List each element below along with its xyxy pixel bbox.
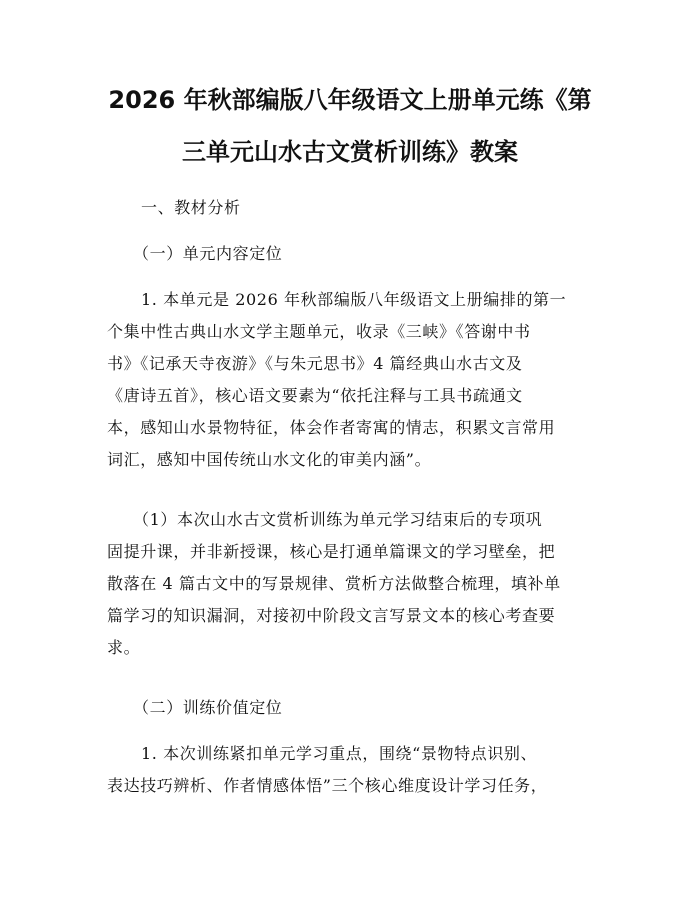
paragraph-1-line-6: 词汇，感知中国传统山水文化的审美内涵”。 — [107, 450, 432, 469]
document-title-line-2: 三单元山水古文赏析训练》教案 — [182, 138, 518, 166]
paragraph-2-line-4: 篇学习的知识漏洞，对接初中阶段文言写景文本的核心考查要 — [107, 606, 556, 625]
paragraph-2-line-2: 固提升课，并非新授课，核心是打通单篇课文的学习壁垒，把 — [107, 542, 556, 561]
section-heading-teaching-material-analysis: 一、教材分析 — [141, 198, 241, 217]
paragraph-2-line-5: 求。 — [107, 638, 141, 657]
paragraph-3-line-1: 1. 本次训练紧扣单元学习重点，围绕“景物特点识别、 — [141, 744, 538, 763]
paragraph-3-line-2: 表达技巧辨析、作者情感体悟”三个核心维度设计学习任务， — [107, 776, 548, 795]
document-title-line-1: 2026 年秋部编版八年级语文上册单元练《第 — [108, 86, 592, 114]
paragraph-2-line-1: （1）本次山水古文赏析训练为单元学习结束后的专项巩 — [133, 510, 543, 529]
paragraph-1-line-2: 个集中性古典山水文学主题单元，收录《三峡》《答谢中书 — [107, 322, 531, 341]
subsection-heading-unit-content: （一）单元内容定位 — [133, 244, 283, 263]
subsection-heading-training-value: （二）训练价值定位 — [133, 698, 283, 717]
paragraph-1-line-4: 《唐诗五首》，核心语文要素为“依托注释与工具书疏通文 — [107, 386, 523, 405]
paragraph-2-line-3: 散落在 4 篇古文中的写景规律、赏析方法做整合梳理，填补单 — [107, 574, 561, 593]
paragraph-1-line-1: 1. 本单元是 2026 年秋部编版八年级语文上册编排的第一 — [141, 290, 567, 309]
paragraph-1-line-3: 书》《记承天寺夜游》《与朱元思书》4 篇经典山水古文及 — [107, 354, 523, 373]
paragraph-1-line-5: 本，感知山水景物特征，体会作者寄寓的情志，积累文言常用 — [107, 418, 556, 437]
